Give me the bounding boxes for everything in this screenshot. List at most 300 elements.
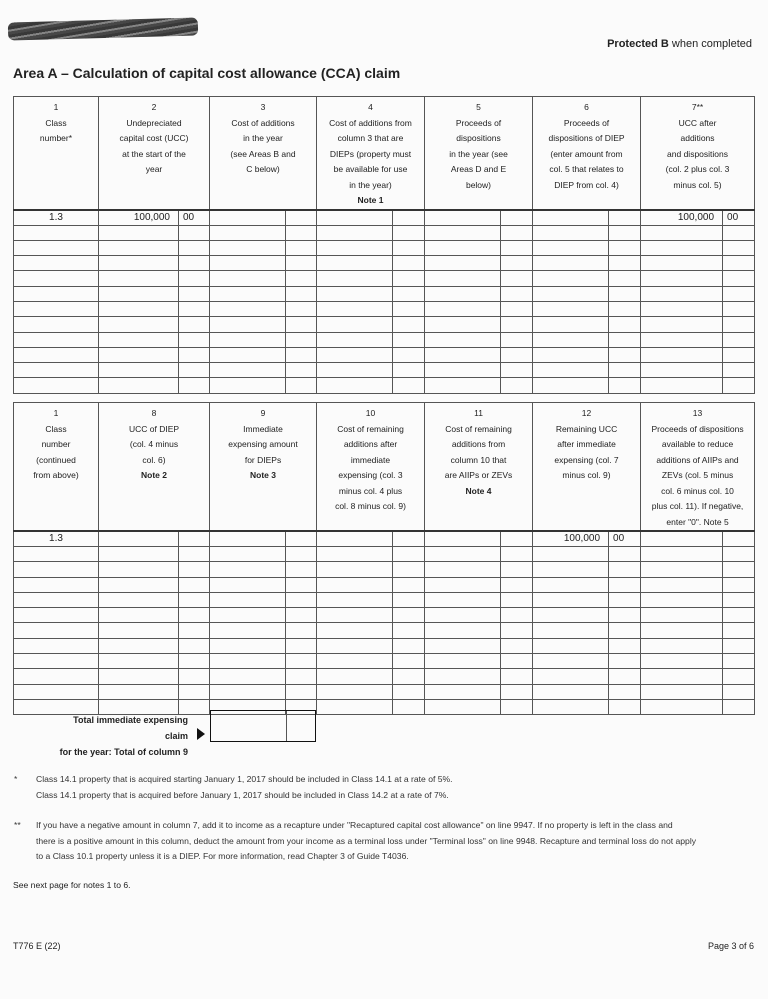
table-cell[interactable] [609,684,641,699]
table-cell[interactable] [179,684,210,699]
table-cell[interactable] [210,363,286,378]
table-cell[interactable] [425,256,501,271]
table-cell[interactable] [723,623,755,638]
col11-cents-cell[interactable] [501,531,533,547]
table-cell[interactable] [393,301,425,316]
table-cell[interactable] [533,699,609,714]
table-cell[interactable] [533,592,609,607]
table-cell[interactable] [723,608,755,623]
table-cell[interactable] [723,654,755,669]
table-cell[interactable] [425,654,501,669]
table-cell[interactable] [609,332,641,347]
table-cell[interactable] [609,577,641,592]
table-cell[interactable] [723,577,755,592]
col4-cents-cell[interactable] [393,210,425,226]
ucc-after-cell[interactable]: 100,000 [641,210,723,226]
col5-cell[interactable] [425,210,501,226]
table-cell[interactable] [609,562,641,577]
table-cell[interactable] [641,608,723,623]
table-cell[interactable] [425,577,501,592]
table-cell[interactable] [317,271,393,286]
table-cell[interactable] [99,286,179,301]
table-cell[interactable] [425,608,501,623]
table-cell[interactable] [14,378,99,393]
table-cell[interactable] [609,638,641,653]
table-cell[interactable] [317,684,393,699]
table-cell[interactable] [286,378,317,393]
table-cell[interactable] [14,317,99,332]
table-cell[interactable] [286,562,317,577]
table-cell[interactable] [723,684,755,699]
table-cell[interactable] [641,347,723,362]
table-cell[interactable] [533,240,609,255]
table-cell[interactable] [14,638,99,653]
table-cell[interactable] [179,301,210,316]
table-cell[interactable] [99,547,179,562]
table-cell[interactable] [501,547,533,562]
table-cell[interactable] [723,638,755,653]
table-cell[interactable] [609,225,641,240]
table-cell[interactable] [317,577,393,592]
table-cell[interactable] [501,271,533,286]
table-cell[interactable] [501,562,533,577]
table-cell[interactable] [14,332,99,347]
table-cell[interactable] [533,271,609,286]
table-cell[interactable] [723,301,755,316]
table-cell[interactable] [501,347,533,362]
table-cell[interactable] [393,271,425,286]
table-cell[interactable] [179,608,210,623]
table-cell[interactable] [286,638,317,653]
table-cell[interactable] [210,577,286,592]
table-cell[interactable] [179,332,210,347]
table-cell[interactable] [286,286,317,301]
table-cell[interactable] [641,363,723,378]
table-cell[interactable] [210,669,286,684]
table-cell[interactable] [393,669,425,684]
table-cell[interactable] [210,638,286,653]
table-cell[interactable] [723,592,755,607]
table-cell[interactable] [501,256,533,271]
table-cell[interactable] [393,638,425,653]
table-cell[interactable] [533,638,609,653]
table-cell[interactable] [641,286,723,301]
table-cell[interactable] [99,378,179,393]
table-cell[interactable] [501,332,533,347]
table-cell[interactable] [723,562,755,577]
table-cell[interactable] [286,363,317,378]
table-cell[interactable] [99,317,179,332]
table-cell[interactable] [723,225,755,240]
table-cell[interactable] [425,240,501,255]
col10-cents-cell[interactable] [393,531,425,547]
table-cell[interactable] [393,225,425,240]
table-cell[interactable] [286,547,317,562]
table-cell[interactable] [533,547,609,562]
table-cell[interactable] [99,347,179,362]
table-cell[interactable] [317,547,393,562]
table-cell[interactable] [425,699,501,714]
table-cell[interactable] [179,256,210,271]
table-cell[interactable] [609,623,641,638]
table-cell[interactable] [179,363,210,378]
table-cell[interactable] [99,240,179,255]
table-cell[interactable] [14,577,99,592]
table-cell[interactable] [179,225,210,240]
table-cell[interactable] [425,301,501,316]
table-cell[interactable] [641,654,723,669]
table-cell[interactable] [179,271,210,286]
table-cell[interactable] [99,638,179,653]
table-cell[interactable] [425,332,501,347]
table-cell[interactable] [425,225,501,240]
table-cell[interactable] [723,332,755,347]
table-cell[interactable] [501,317,533,332]
table-cell[interactable] [425,347,501,362]
table-cell[interactable] [99,301,179,316]
table-cell[interactable] [425,363,501,378]
table-cell[interactable] [501,363,533,378]
table-cell[interactable] [501,286,533,301]
table-cell[interactable] [393,623,425,638]
table-cell[interactable] [533,684,609,699]
table-cell[interactable] [179,240,210,255]
table-cell[interactable] [14,654,99,669]
table-cell[interactable] [425,623,501,638]
table-cell[interactable] [609,547,641,562]
table-cell[interactable] [641,256,723,271]
table-cell[interactable] [99,654,179,669]
table-cell[interactable] [641,240,723,255]
table-cell[interactable] [425,286,501,301]
table-cell[interactable] [393,562,425,577]
ucc-start-cents-cell[interactable]: 00 [179,210,210,226]
table-cell[interactable] [286,608,317,623]
table-cell[interactable] [179,592,210,607]
table-cell[interactable] [393,577,425,592]
table-cell[interactable] [533,623,609,638]
remaining-ucc-cents-cell[interactable]: 00 [609,531,641,547]
table-cell[interactable] [723,547,755,562]
table-cell[interactable] [286,225,317,240]
table-cell[interactable] [609,378,641,393]
table-cell[interactable] [425,562,501,577]
table-cell[interactable] [99,669,179,684]
table-cell[interactable] [317,240,393,255]
table-cell[interactable] [210,301,286,316]
table-cell[interactable] [286,271,317,286]
table-cell[interactable] [317,699,393,714]
table-cell[interactable] [723,347,755,362]
table-cell[interactable] [14,286,99,301]
table-cell[interactable] [641,699,723,714]
table-cell[interactable] [14,592,99,607]
table-cell[interactable] [533,577,609,592]
table-cell[interactable] [425,271,501,286]
table-cell[interactable] [210,240,286,255]
table-cell[interactable] [501,608,533,623]
table-cell[interactable] [317,654,393,669]
table-cell[interactable] [609,271,641,286]
table-cell[interactable] [501,225,533,240]
table-cell[interactable] [99,271,179,286]
table-cell[interactable] [501,240,533,255]
table-cell[interactable] [393,332,425,347]
table-cell[interactable] [286,332,317,347]
table-cell[interactable] [533,654,609,669]
total-column-9-input[interactable] [210,710,316,742]
col10-cell[interactable] [317,531,393,547]
table-cell[interactable] [393,256,425,271]
table-cell[interactable] [393,347,425,362]
table-cell[interactable] [723,240,755,255]
table-cell[interactable] [14,240,99,255]
table-cell[interactable] [210,225,286,240]
table-cell[interactable] [210,378,286,393]
col13-cell[interactable] [641,531,723,547]
table-cell[interactable] [179,562,210,577]
table-cell[interactable] [210,332,286,347]
table-cell[interactable] [179,378,210,393]
table-cell[interactable] [317,256,393,271]
table-cell[interactable] [533,332,609,347]
table-cell[interactable] [286,301,317,316]
table-cell[interactable] [393,654,425,669]
table-cell[interactable] [317,623,393,638]
table-cell[interactable] [501,684,533,699]
table-cell[interactable] [99,623,179,638]
table-cell[interactable] [425,638,501,653]
table-cell[interactable] [609,608,641,623]
table-cell[interactable] [14,363,99,378]
col3-cents-cell[interactable] [286,210,317,226]
col6-cents-cell[interactable] [609,210,641,226]
table-cell[interactable] [179,286,210,301]
table-cell[interactable] [317,301,393,316]
table-cell[interactable] [317,378,393,393]
class-number-cell[interactable]: 1.3 [14,531,99,547]
table-cell[interactable] [641,271,723,286]
table-cell[interactable] [723,378,755,393]
table-cell[interactable] [99,332,179,347]
table-cell[interactable] [501,577,533,592]
table-cell[interactable] [210,562,286,577]
table-cell[interactable] [317,608,393,623]
table-cell[interactable] [609,347,641,362]
table-cell[interactable] [609,592,641,607]
table-cell[interactable] [723,669,755,684]
table-cell[interactable] [393,286,425,301]
table-cell[interactable] [179,317,210,332]
table-cell[interactable] [210,271,286,286]
table-cell[interactable] [641,577,723,592]
table-cell[interactable] [501,592,533,607]
table-cell[interactable] [317,638,393,653]
table-cell[interactable] [286,684,317,699]
table-cell[interactable] [425,378,501,393]
table-cell[interactable] [317,225,393,240]
table-cell[interactable] [723,286,755,301]
table-cell[interactable] [609,654,641,669]
table-cell[interactable] [14,608,99,623]
table-cell[interactable] [425,547,501,562]
table-cell[interactable] [179,347,210,362]
table-cell[interactable] [14,623,99,638]
table-cell[interactable] [99,577,179,592]
table-cell[interactable] [210,592,286,607]
table-cell[interactable] [641,378,723,393]
table-cell[interactable] [286,592,317,607]
col9-cents-cell[interactable] [286,531,317,547]
table-cell[interactable] [210,347,286,362]
table-cell[interactable] [210,608,286,623]
table-cell[interactable] [99,592,179,607]
table-cell[interactable] [317,363,393,378]
table-cell[interactable] [393,608,425,623]
table-cell[interactable] [641,332,723,347]
table-cell[interactable] [14,271,99,286]
table-cell[interactable] [641,317,723,332]
table-cell[interactable] [533,301,609,316]
table-cell[interactable] [723,271,755,286]
table-cell[interactable] [210,684,286,699]
table-cell[interactable] [210,286,286,301]
table-cell[interactable] [286,347,317,362]
table-cell[interactable] [179,547,210,562]
table-cell[interactable] [14,669,99,684]
col4-cell[interactable] [317,210,393,226]
table-cell[interactable] [425,317,501,332]
table-cell[interactable] [393,699,425,714]
table-cell[interactable] [99,562,179,577]
table-cell[interactable] [533,286,609,301]
table-cell[interactable] [723,317,755,332]
table-cell[interactable] [99,256,179,271]
table-cell[interactable] [14,547,99,562]
table-cell[interactable] [641,592,723,607]
col13-cents-cell[interactable] [723,531,755,547]
table-cell[interactable] [641,225,723,240]
table-cell[interactable] [14,256,99,271]
table-cell[interactable] [179,638,210,653]
table-cell[interactable] [609,317,641,332]
table-cell[interactable] [99,684,179,699]
table-cell[interactable] [609,699,641,714]
col9-cell[interactable] [210,531,286,547]
table-cell[interactable] [641,638,723,653]
table-cell[interactable] [317,592,393,607]
table-cell[interactable] [609,240,641,255]
table-cell[interactable] [425,669,501,684]
table-cell[interactable] [14,301,99,316]
table-cell[interactable] [609,286,641,301]
table-cell[interactable] [286,317,317,332]
table-cell[interactable] [425,592,501,607]
col6-cell[interactable] [533,210,609,226]
table-cell[interactable] [210,547,286,562]
table-cell[interactable] [609,256,641,271]
table-cell[interactable] [609,669,641,684]
table-cell[interactable] [609,363,641,378]
ucc-start-cell[interactable]: 100,000 [99,210,179,226]
table-cell[interactable] [533,256,609,271]
table-cell[interactable] [286,256,317,271]
table-cell[interactable] [317,332,393,347]
table-cell[interactable] [501,669,533,684]
table-cell[interactable] [393,317,425,332]
table-cell[interactable] [393,240,425,255]
col5-cents-cell[interactable] [501,210,533,226]
table-cell[interactable] [501,699,533,714]
table-cell[interactable] [286,577,317,592]
table-cell[interactable] [286,669,317,684]
table-cell[interactable] [533,669,609,684]
table-cell[interactable] [317,286,393,301]
table-cell[interactable] [179,623,210,638]
table-cell[interactable] [99,608,179,623]
table-cell[interactable] [14,684,99,699]
table-cell[interactable] [393,547,425,562]
table-cell[interactable] [533,317,609,332]
table-cell[interactable] [317,317,393,332]
table-cell[interactable] [99,363,179,378]
table-cell[interactable] [609,301,641,316]
table-cell[interactable] [393,592,425,607]
table-cell[interactable] [210,654,286,669]
table-cell[interactable] [501,623,533,638]
table-cell[interactable] [286,654,317,669]
table-cell[interactable] [533,378,609,393]
col11-cell[interactable] [425,531,501,547]
col8-cents-cell[interactable] [179,531,210,547]
col8-cell[interactable] [99,531,179,547]
table-cell[interactable] [14,225,99,240]
ucc-after-cents-cell[interactable]: 00 [723,210,755,226]
table-cell[interactable] [99,225,179,240]
table-cell[interactable] [723,363,755,378]
table-cell[interactable] [425,684,501,699]
table-cell[interactable] [641,623,723,638]
table-cell[interactable] [533,608,609,623]
table-cell[interactable] [501,654,533,669]
table-cell[interactable] [501,378,533,393]
table-cell[interactable] [317,347,393,362]
table-cell[interactable] [501,301,533,316]
table-cell[interactable] [723,699,755,714]
table-cell[interactable] [533,562,609,577]
table-cell[interactable] [641,547,723,562]
table-cell[interactable] [641,669,723,684]
table-cell[interactable] [723,256,755,271]
table-cell[interactable] [533,347,609,362]
table-cell[interactable] [641,562,723,577]
table-cell[interactable] [641,301,723,316]
table-cell[interactable] [179,669,210,684]
table-cell[interactable] [393,684,425,699]
class-number-cell[interactable]: 1.3 [14,210,99,226]
table-cell[interactable] [317,562,393,577]
table-cell[interactable] [210,317,286,332]
table-cell[interactable] [286,623,317,638]
table-cell[interactable] [533,225,609,240]
table-cell[interactable] [210,256,286,271]
table-cell[interactable] [14,347,99,362]
table-cell[interactable] [179,654,210,669]
table-cell[interactable] [533,363,609,378]
table-cell[interactable] [393,363,425,378]
table-cell[interactable] [14,562,99,577]
table-cell[interactable] [501,638,533,653]
